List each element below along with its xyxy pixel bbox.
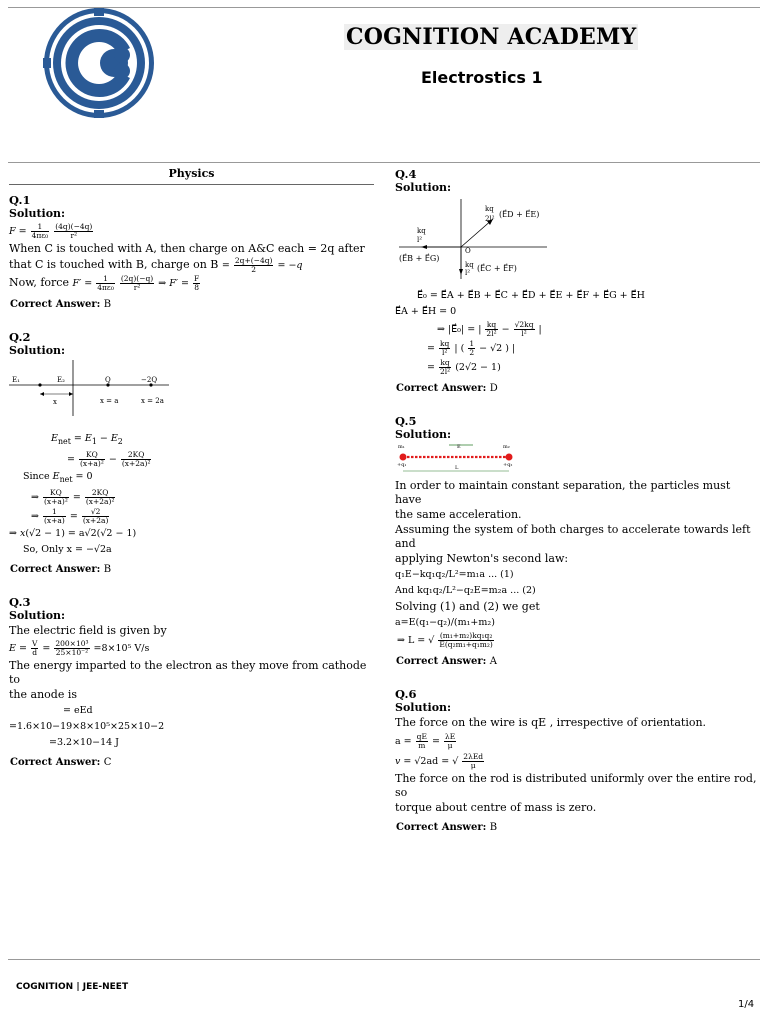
q3-answer-value: C — [103, 756, 112, 768]
q1-line1: When C is touched with A, then charge on A&C each = 2q after — [9, 242, 365, 255]
footer-brand: COGNITION | JEE-NEET — [16, 982, 129, 992]
left-column — [9, 167, 374, 788]
q2-enet: $E_{net} = E_1 - E_2$ — [51, 433, 123, 446]
q5-label: Q.5 — [395, 414, 417, 428]
svg-text:2l²: 2l² — [485, 215, 495, 223]
footer-rule — [8, 959, 760, 960]
q4-answer-value: D — [489, 383, 498, 394]
q2-xa: x = a — [100, 397, 119, 405]
q2-answer-value: B — [103, 563, 112, 575]
q4-eq2: E⃗A + E⃗H = 0 — [395, 306, 457, 317]
q2-step3: ⇒ x(√2 − 1) = a√2(√2 − 1) — [9, 527, 137, 539]
q5-line3: Assuming the system of both charges to accelerate towards left and — [395, 523, 751, 550]
q6-line1: The force on the wire is qE , irrespective of orientation. — [395, 716, 707, 729]
svg-text:kq: kq — [465, 261, 474, 269]
q6-answer-value: B — [489, 822, 498, 833]
q1-line2-row — [9, 257, 374, 274]
q3-eq3: =3.2×10−14 J — [49, 736, 119, 748]
q5-eq3: a=E(q₁−q₂)/(m₁+m₂) — [395, 617, 495, 628]
q5-m1: m₁ — [398, 444, 405, 450]
subject-heading: Physics — [9, 167, 374, 185]
q2-q: Q — [105, 376, 111, 384]
q4-diagram — [395, 195, 555, 283]
q5-solution-label: Solution: — [395, 428, 452, 441]
q2-so-only: So, Only x = −√2a — [23, 543, 112, 555]
q6-solution-label: Solution: — [395, 701, 452, 714]
q4-eq1: E⃗₀ = E⃗A + E⃗B + E⃗C + E⃗D + E⃗E + E⃗F + E⃗G + E⃗H — [417, 290, 645, 301]
svg-text:l²: l² — [417, 236, 423, 244]
page-number: 1/4 — [738, 999, 755, 1010]
q6-eq2: v = √2ad = √ 2λEd μ — [395, 752, 484, 770]
q6-eq1: a = $\frac{qE}{m}$ = $\frac{\lambda E}{\mu}$ — [395, 732, 456, 750]
q2-e2: E₂ — [57, 376, 65, 384]
q4-eq4: = $\frac{kq}{\text{l²}}$ | ( $\frac{1}{2}$ − √2 ) | — [427, 339, 516, 357]
q5-e: E — [457, 444, 461, 450]
q3-field-formula: E = $\frac{V}{d}$ = $\frac{\text{200×10³}}{\text{25×10⁻²}}$ =8×10⁵ V/s — [9, 638, 150, 657]
q2-solution-label: Solution: — [9, 344, 66, 357]
svg-text:O: O — [465, 247, 471, 255]
cognition-logo — [40, 8, 158, 118]
q4-label: Q.4 — [395, 167, 417, 181]
q3-eq2: =1.6×10−19×8×10⁵×25×10−2 — [9, 720, 165, 732]
q1-line3-row — [9, 275, 374, 292]
q2-diagram — [9, 358, 169, 420]
q5-line5: Solving (1) and (2) we get — [395, 600, 540, 613]
svg-text:kq: kq — [485, 205, 494, 213]
academy-title: COGNITION ACADEMY — [346, 24, 637, 50]
q1-charge-formula: = $\frac{2q+(-4q)}{2}$ = −q — [221, 256, 303, 274]
q5-q1: +q₁ — [397, 462, 407, 468]
q1-solution-label: Solution: — [9, 207, 66, 220]
q5-line2: the same acceleration. — [395, 508, 522, 521]
q5-line1: In order to maintain constant separation, the particles must have — [395, 479, 731, 506]
q3-solution-label: Solution: — [9, 608, 66, 622]
q2-since: Since $E_{net} = 0$ — [23, 470, 93, 484]
svg-text:(E⃗B + E⃗G): (E⃗B + E⃗G) — [399, 254, 440, 263]
q1-force-formula: F = $\frac{1}{\text{4πε₀}}$ $\frac{(4q)(-4q)}{\text{r²}}$ — [9, 222, 93, 240]
q2-minus2q: −2Q — [141, 376, 158, 384]
q2-x: x — [53, 398, 57, 406]
q6-answer: Correct Answer: B — [396, 822, 498, 833]
q2-e1: E₁ — [12, 376, 20, 384]
q4-eq5: = $\frac{kq}{\text{2l²}}$ (2√2 − 1) — [427, 358, 501, 376]
q3-line2: The energy imparted to the electron as they move from cathode to — [9, 658, 367, 686]
right-column — [395, 163, 760, 853]
q3-label: Q.3 — [9, 594, 31, 609]
q5-answer: Correct Answer: A — [396, 656, 498, 667]
q5-answer-value: A — [489, 656, 498, 667]
q5-eq1: q₁E−kq₁q₂/L²=m₁a ... (1) — [395, 569, 514, 580]
q2-step2: ⇒ $\frac{1}{(x+a)}$ = $\frac{√2}{(x+2a)}$ — [31, 506, 109, 525]
q2-expr: = $\frac{KQ}{\text{(x+a)²}}$ − $\frac{2KQ}{\text{(x+2a)²}}$ — [67, 449, 151, 468]
q1-answer-value: B — [103, 299, 112, 310]
q5-line4: applying Newton's second law: — [395, 552, 569, 565]
q5-q2: +q₂ — [503, 462, 513, 468]
q4-eq3: ⇒ |E⃗₀| = | $\frac{kq}{\text{2l²}}$ − $\frac{√2kq}{\text{l²}}$ | — [437, 320, 542, 338]
q4-solution-label: Solution: — [395, 181, 452, 194]
q5-eq4: ⇒ L = √ $\frac{\text{(m₁+m₂)kq₁q₂}}{\text{E(q₂m₁+q₁m₂)}}$ — [397, 631, 493, 649]
q3-line3: the anode is — [9, 687, 77, 701]
q5-l: L — [455, 465, 459, 471]
q3-eq1: = eEd — [63, 704, 93, 716]
q6-label: Q.6 — [395, 687, 417, 701]
q2-x2a: x = 2a — [141, 397, 164, 405]
q3-answer: Correct Answer: C — [10, 756, 112, 768]
svg-text:(E⃗D + E⃗E): (E⃗D + E⃗E) — [499, 210, 540, 219]
svg-text:(E⃗C + E⃗F): (E⃗C + E⃗F) — [477, 264, 517, 273]
svg-text:kq: kq — [417, 227, 426, 235]
q5-diagram — [395, 442, 520, 474]
q1-answer: Correct Answer: B — [10, 299, 112, 310]
q3-field-value: =8×10⁵ V/s — [93, 642, 150, 654]
q2-label: Q.2 — [9, 330, 31, 344]
q4-answer: Correct Answer: D — [396, 383, 498, 394]
q5-m2: m₂ — [503, 444, 510, 450]
q6-line3: torque about centre of mass is zero. — [395, 801, 597, 814]
q1-label: Q.1 — [9, 193, 31, 207]
q5-eq2: And kq₁q₂/L²−q₂E=m₂a ... (2) — [395, 585, 536, 596]
q3-line1: The electric field is given by — [9, 623, 167, 637]
q6-line2: The force on the rod is distributed uniformly over the entire rod, so — [395, 772, 757, 799]
svg-text:l²: l² — [465, 269, 471, 277]
q1-line2: that C is touched with B, charge on B — [9, 258, 219, 271]
q1-line3: Now, force — [9, 276, 69, 289]
q2-answer: Correct Answer: B — [10, 563, 112, 575]
q2-step1: ⇒ $\frac{KQ}{\text{(x+a)²}}$ = $\frac{2KQ}{\text{(x+2a)²}}$ — [31, 487, 115, 506]
topic-title: Electrostics 1 — [421, 68, 543, 87]
q1-new-force-formula: F′ = $\frac{1}{\text{4πε₀}}$ $\frac{(2q)(-q)}{\text{r²}}$ ⇒ F′ = $\frac{F}{8}$ — [72, 274, 200, 292]
